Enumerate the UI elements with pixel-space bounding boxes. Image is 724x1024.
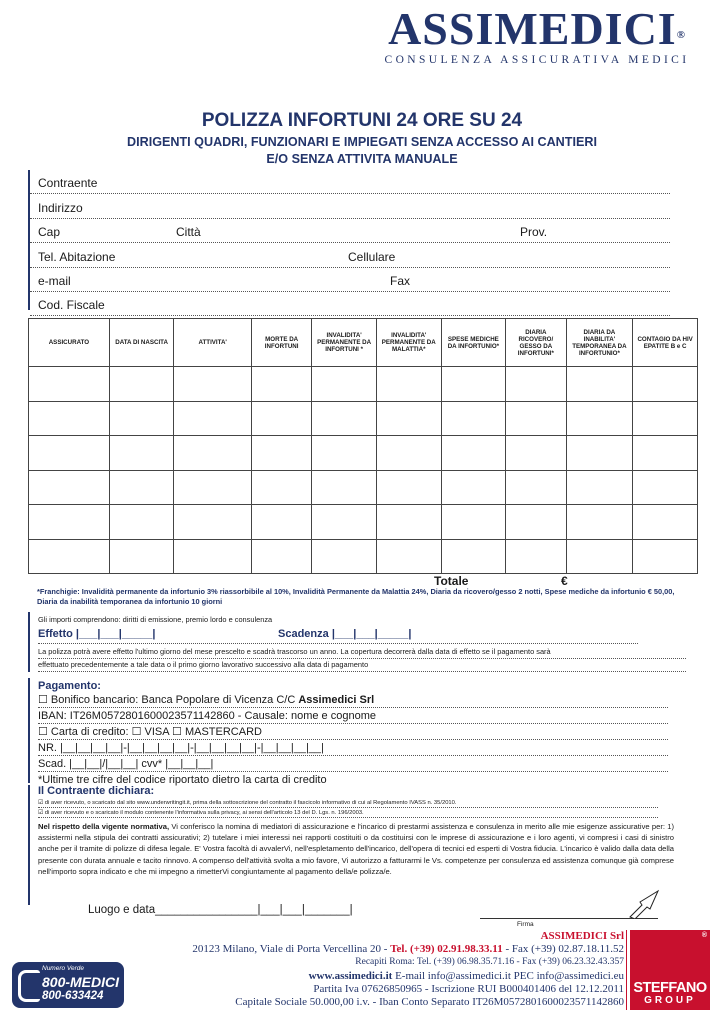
- importi-note: Gli importi comprendono: diritti di emissione, premio lordo e consulenza: [38, 615, 273, 624]
- scadenza-label: Scadenza: [278, 628, 329, 640]
- contraente-field[interactable]: [30, 170, 670, 194]
- scadenza-slots[interactable]: |___|___|_____|: [331, 628, 412, 640]
- table-cell[interactable]: [312, 436, 377, 471]
- table-cell[interactable]: [506, 401, 566, 436]
- logo-tagline: CONSULENZA ASSICURATIVA MEDICI: [384, 54, 690, 66]
- table-cell[interactable]: [441, 367, 506, 402]
- pagamento-section: [28, 678, 670, 786]
- table-cell[interactable]: [633, 505, 698, 540]
- subtitle-1: DIRIGENTI QUADRI, FUNZIONARI E IMPIEGATI SENZA ACCESSO AI CANTIERI: [127, 135, 597, 149]
- contraente-label: Contraente: [38, 176, 98, 191]
- polizza-note: [38, 646, 686, 672]
- table-row: [29, 470, 698, 505]
- table-cell[interactable]: [312, 470, 377, 505]
- table-cell[interactable]: [376, 539, 441, 574]
- table-row: [29, 539, 698, 574]
- steffano-group-logo: [630, 930, 710, 1010]
- table-cell[interactable]: [174, 470, 252, 505]
- table-cell[interactable]: [174, 539, 252, 574]
- table-cell[interactable]: [29, 470, 110, 505]
- table-cell[interactable]: [174, 505, 252, 540]
- col-diaria-ricovero: DIARIA RICOVERO/ GESSO DA INFORTUNI*: [506, 319, 566, 367]
- table-cell[interactable]: [174, 367, 252, 402]
- table-row: [29, 505, 698, 540]
- card-expiry-cvv-field[interactable]: Scad. |__|__|/|__|__| cvv* |__|__|__|: [38, 757, 668, 772]
- table-cell[interactable]: [566, 367, 633, 402]
- table-cell[interactable]: [566, 470, 633, 505]
- footer-address: 20123 Milano, Viale di Porta Vercellina 20 -: [192, 943, 391, 955]
- footer-piva: Partita Iva 07626850965 - Iscrizione RUI B000401406 del 12.12.2011: [313, 983, 624, 995]
- footer-web[interactable]: www.assimedici.it: [308, 970, 393, 982]
- franchigie-note: *Franchigie: Invalidità permanente da infortunio 3% riassorbibile al 10%, Invalidità Permanente da Malattia 24%, Diaria da ricovero/gesso 2 notti, Spese mediche da infortunio € 50,00, Diaria da inabilità temporanea da infortunio 10 giorni: [37, 587, 675, 606]
- citta-label: Città: [176, 225, 201, 240]
- table-cell[interactable]: [109, 539, 174, 574]
- table-cell[interactable]: [376, 505, 441, 540]
- dichiara-check-2[interactable]: ☑ di aver ricevuto e o scaricato il modulo contenente l'informativa sulla privacy, ai sensi dell'articolo 13 del D. Lgs. n. 196/2003.: [38, 808, 658, 818]
- footer-fax: - Fax (+39) 02.87.18.11.52: [502, 943, 624, 955]
- effetto-section: [28, 612, 688, 672]
- table-cell[interactable]: [506, 539, 566, 574]
- table-cell[interactable]: [376, 367, 441, 402]
- subtitle-2: E/O SENZA ATTIVITA MANUALE: [266, 152, 458, 166]
- steffano-reg: ®: [701, 932, 707, 939]
- dichiara-section: [28, 785, 672, 905]
- arrow-icon: [628, 889, 664, 919]
- table-cell[interactable]: [109, 436, 174, 471]
- table-cell[interactable]: [441, 401, 506, 436]
- table-row: [29, 436, 698, 471]
- polizza-note-line-2: effettuato precedentemente a tale data o il primo giorno lavorativo successivo alla data di pagamento: [38, 659, 686, 672]
- numero-verde-badge[interactable]: [12, 962, 124, 1008]
- card-number-field[interactable]: NR. |__|__|__|__|-|__|__|__|__|-|__|__|__|__|-|__|__|__|__|: [38, 741, 668, 756]
- table-cell[interactable]: [312, 539, 377, 574]
- table-cell[interactable]: [506, 470, 566, 505]
- table-cell[interactable]: [633, 539, 698, 574]
- table-cell[interactable]: [441, 470, 506, 505]
- table-cell[interactable]: [251, 470, 311, 505]
- dichiara-check-1[interactable]: ☑ di aver ricevuto, o scaricato dal sito www.underwritingit.it, prima della sottoscrizione del contratto il fascicolo informativo di cui al Regolamento IVASS n. 35/2010.: [38, 798, 658, 808]
- cap-label: Cap: [38, 225, 61, 240]
- footer-address-line: [192, 943, 624, 955]
- assimedici-logo: [372, 3, 702, 66]
- steffano-name: STEFFANO: [633, 980, 707, 996]
- table-cell[interactable]: [633, 436, 698, 471]
- numero-verde-number-1: 800-MEDICI: [42, 974, 120, 990]
- table-row: [29, 401, 698, 436]
- table-cell[interactable]: [566, 436, 633, 471]
- insured-table: [28, 318, 698, 574]
- table-cell[interactable]: [566, 401, 633, 436]
- bonifico-option[interactable]: [38, 693, 668, 708]
- cap-citta-prov-row[interactable]: [30, 219, 670, 243]
- table-cell[interactable]: [29, 436, 110, 471]
- fax-label: Fax: [390, 273, 411, 288]
- table-cell[interactable]: [251, 436, 311, 471]
- table-header-row: [29, 319, 698, 367]
- table-cell[interactable]: [506, 505, 566, 540]
- prov-label: Prov.: [520, 225, 548, 240]
- footer-company-name: ASSIMEDICI Srl: [540, 930, 624, 942]
- table-cell[interactable]: [29, 505, 110, 540]
- euro-symbol: €: [561, 574, 568, 588]
- table-cell[interactable]: [441, 505, 506, 540]
- table-cell[interactable]: [633, 470, 698, 505]
- phone-icon: [18, 970, 40, 1002]
- col-data-nascita: DATA DI NASCITA: [109, 319, 174, 367]
- col-invalidita-malattia: INVALIDITA' PERMANENTE DA MALATTIA*: [376, 319, 441, 367]
- footer-divider: [626, 930, 627, 1010]
- email-label: e-mail: [38, 273, 71, 288]
- cvv-note: *Ultime tre cifre del codice riportato dietro la carta di credito: [38, 774, 327, 786]
- col-invalidita-infortuni: INVALIDITA' PERMANENTE DA INFORTUNI *: [312, 319, 377, 367]
- polizza-note-line-1: La polizza potrà avere effetto l'ultimo giorno del mese prescelto e scadrà trascorso un anno. La copertura decorrerà dalla data di effetto se il pagamento sarà: [38, 646, 686, 659]
- table-cell[interactable]: [566, 505, 633, 540]
- bonifico-label: ☐ Bonifico bancario: Banca Popolare di Vicenza C/C: [38, 694, 299, 706]
- table-cell[interactable]: [29, 401, 110, 436]
- table-cell[interactable]: [109, 401, 174, 436]
- contraente-fields: [28, 170, 670, 313]
- bonifico-beneficiary: Assimedici Srl: [298, 694, 375, 706]
- email-fax-row[interactable]: [30, 268, 670, 292]
- table-cell[interactable]: [312, 505, 377, 540]
- table-cell[interactable]: [376, 401, 441, 436]
- table-cell[interactable]: [312, 367, 377, 402]
- iban-line: IBAN: IT26M0572801600023571142860 - Causale: nome e cognome: [38, 709, 668, 724]
- page-title: POLIZZA INFORTUNI 24 ORE SU 24: [201, 110, 523, 131]
- indirizzo-label: Indirizzo: [38, 200, 83, 215]
- table-cell[interactable]: [109, 505, 174, 540]
- numero-verde-number-2: 800-633424: [42, 990, 104, 1002]
- table-cell[interactable]: [29, 367, 110, 402]
- footer-web-line: [309, 970, 624, 982]
- effetto-slots[interactable]: |___|___|_____|: [75, 628, 156, 640]
- logo-reg: ®: [676, 29, 686, 41]
- col-diaria-inabilita: DIARIA DA INABILITA' TEMPORANEA DA INFORTUNIO*: [566, 319, 633, 367]
- footer-capitale: Capitale Sociale 50.000,00 i.v. - Iban Conto Separato IT26M0572801600023571142860: [235, 996, 624, 1008]
- col-attivita: ATTIVITA': [174, 319, 252, 367]
- codfiscale-field[interactable]: [30, 292, 670, 316]
- table-cell[interactable]: [441, 436, 506, 471]
- table-cell[interactable]: [506, 367, 566, 402]
- tel-label: Tel. Abitazione: [38, 249, 116, 264]
- totale-label: Totale: [434, 574, 469, 588]
- table-row: [29, 367, 698, 402]
- table-cell[interactable]: [174, 436, 252, 471]
- indirizzo-field[interactable]: [30, 194, 670, 218]
- cellulare-label: Cellulare: [348, 249, 396, 264]
- col-spese-mediche: SPESE MEDICHE DA INFORTUNIO*: [441, 319, 506, 367]
- table-cell[interactable]: [109, 470, 174, 505]
- footer-recapiti: Recapiti Roma: Tel. (+39) 06.98.35.71.16 - Fax (+39) 06.23.32.43.357: [355, 957, 624, 967]
- numero-verde-label: Numero Verde: [42, 965, 85, 972]
- table-cell[interactable]: [251, 539, 311, 574]
- steffano-group: GROUP: [644, 995, 696, 1006]
- table-cell[interactable]: [29, 539, 110, 574]
- effetto-line[interactable]: [38, 628, 638, 644]
- luogo-data-field[interactable]: Luogo e data________________|___|___|_______|: [88, 904, 353, 916]
- table-cell[interactable]: [251, 505, 311, 540]
- logo-name: ASSIMEDICI: [388, 3, 677, 54]
- mandate-lead: Nel rispetto della vigente normativa,: [38, 822, 170, 831]
- footer-email[interactable]: E-mail info@assimedici.it PEC info@assimedici.eu: [392, 970, 624, 982]
- col-contagio: CONTAGIO DA HIV EPATITE B e C: [633, 319, 698, 367]
- effetto-label: Effetto: [38, 628, 73, 640]
- mandate-text: Vi conferisco la nomina di mediatori di assicurazione e l'incarico di prestarmi assistenza e consulenza in merito alle mie esigenze assicurative per: 1) assistermi nella stipula dei contratti assicurativi; 2) tutelare i miei interessi nei rapporti costituiti o da costituirsi con le imprese di assicurazione e i loro agenti, vi compresi i casi di sinistro anche per il tramite di polizze di difesa legale. E' Vostra facoltà di avvalerVi, nell'espletamento dell'incarico, dell'opera di tecnici ed esperti di Vostra fiducia. L'incarico è valido dalla data della presente con durata annuale e tacito rinnovo. A compenso dell'attività svolta a mio favore, Vi autorizzo a fatturarmi le Vs. competenze per consulenza ed assistenza comunque già comprese nell'importo sopra indicato e che mi impegno a rimetterVi congiuntamente al pagamento della/e polizza/e.: [38, 822, 674, 876]
- table-cell[interactable]: [633, 367, 698, 402]
- table-cell[interactable]: [251, 401, 311, 436]
- table-cell[interactable]: [633, 401, 698, 436]
- table-cell[interactable]: [109, 367, 174, 402]
- table-cell[interactable]: [312, 401, 377, 436]
- table-cell[interactable]: [376, 470, 441, 505]
- carta-option[interactable]: ☐ Carta di credito: ☐ VISA ☐ MASTERCARD: [38, 725, 668, 740]
- table-cell[interactable]: [506, 436, 566, 471]
- table-cell[interactable]: [174, 401, 252, 436]
- tel-cellulare-row[interactable]: [30, 243, 670, 267]
- codfiscale-label: Cod. Fiscale: [38, 298, 105, 313]
- table-cell[interactable]: [251, 367, 311, 402]
- col-assicurato: ASSICURATO: [29, 319, 110, 367]
- table-cell[interactable]: [566, 539, 633, 574]
- dichiara-title: Il Contraente dichiara:: [38, 785, 155, 797]
- mandate-paragraph: [38, 821, 674, 877]
- col-morte: MORTE DA INFORTUNI: [251, 319, 311, 367]
- footer-tel: Tel. (+39) 02.91.98.33.11: [390, 943, 503, 955]
- table-cell[interactable]: [376, 436, 441, 471]
- table-cell[interactable]: [441, 539, 506, 574]
- pagamento-title: Pagamento:: [38, 680, 101, 692]
- firma-label: Firma: [517, 921, 534, 928]
